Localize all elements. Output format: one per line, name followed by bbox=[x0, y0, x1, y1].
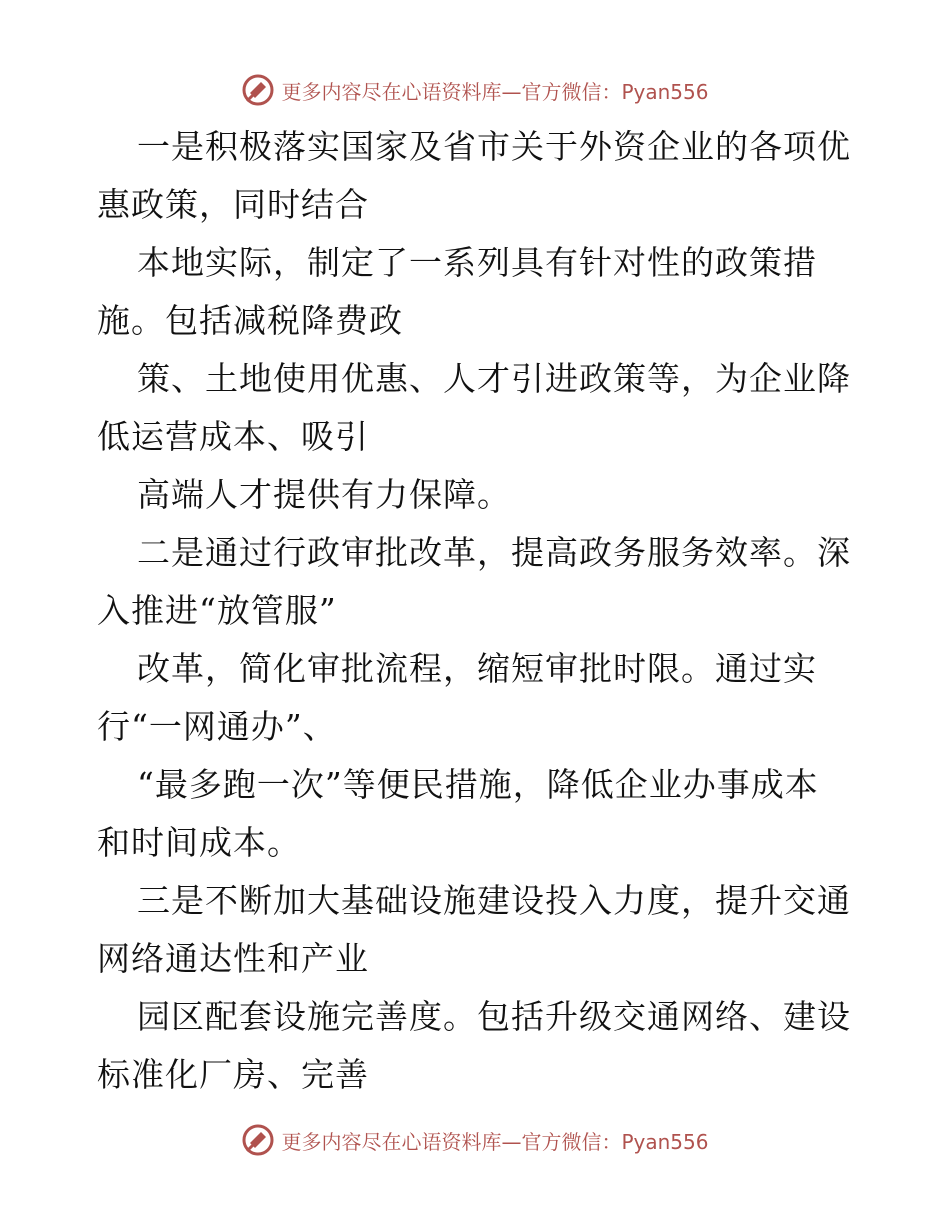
paragraph-line: 策、土地使用优惠、人才引进政策等，为企业降 bbox=[137, 359, 851, 398]
footer-watermark-text: 更多内容尽在心语资料库—官方微信：Pyan556 bbox=[281, 1129, 709, 1154]
paragraph-line: 二是通过行政审批改革，提高政务服务效率。深 bbox=[137, 533, 851, 572]
paragraph-line: 一是积极落实国家及省市关于外资企业的各项优 bbox=[137, 127, 851, 166]
paragraph-line: 园区配套设施完善度。包括升级交通网络、建设 bbox=[137, 997, 851, 1036]
paragraph-line: 标准化厂房、完善 bbox=[97, 1055, 369, 1094]
footer-watermark bbox=[0, 1120, 950, 1160]
paragraph-line: 施。包括减税降费政 bbox=[97, 301, 403, 340]
header-watermark bbox=[0, 70, 950, 110]
paragraph-line: 低运营成本、吸引 bbox=[97, 417, 369, 456]
paragraph-line: 高端人才提供有力保障。 bbox=[137, 475, 511, 514]
paragraph-line: 三是不断加大基础设施建设投入力度，提升交通 bbox=[137, 881, 851, 920]
document-body bbox=[97, 118, 857, 1104]
header-watermark-text: 更多内容尽在心语资料库—官方微信：Pyan556 bbox=[281, 79, 709, 104]
paragraph-line: 改革，简化审批流程，缩短审批时限。通过实 bbox=[137, 649, 817, 688]
seal-logo-icon bbox=[241, 1123, 275, 1157]
seal-logo-icon bbox=[241, 73, 275, 107]
paragraph-line: 入推进“放管服” bbox=[97, 591, 337, 630]
paragraph-line: 行“一网通办”、 bbox=[97, 707, 337, 746]
paragraph-line: 本地实际，制定了一系列具有针对性的政策措 bbox=[137, 243, 817, 282]
paragraph-line: 和时间成本。 bbox=[97, 823, 301, 862]
paragraph-line: 惠政策，同时结合 bbox=[97, 185, 369, 224]
paragraph-line: 网络通达性和产业 bbox=[97, 939, 369, 978]
paragraph-line: “最多跑一次”等便民措施，降低企业办事成本 bbox=[137, 765, 819, 804]
